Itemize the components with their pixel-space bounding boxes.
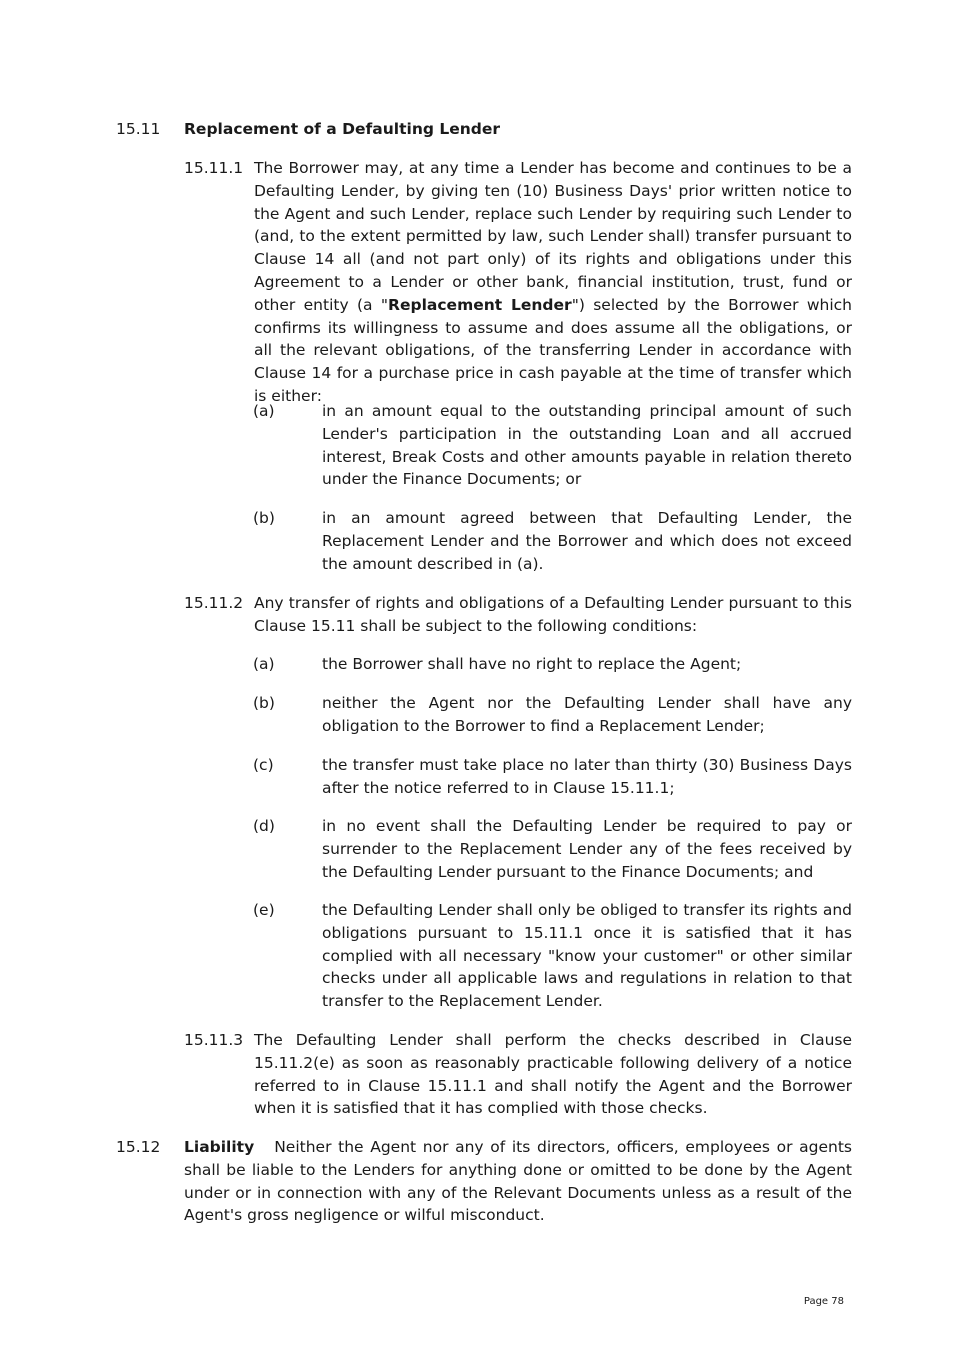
clause-15-12 [116, 1136, 852, 1227]
item-label: (d) [253, 817, 275, 835]
list-item [253, 899, 852, 1013]
clause-text: Liability Neither the Agent nor any of its directors, officers, employees or agents shall be liable to the Lenders for anything done or omitted to be done by the Agent under or in connection with any of the Relevant Documents unless as a result of the Agent's gross negligence or wilful misconduct. [184, 1138, 853, 1225]
subclause-number: 15.11.2 [184, 594, 244, 612]
defined-term: Replacement Lender [388, 295, 572, 314]
item-label: (a) [253, 655, 275, 673]
item-label: (a) [253, 402, 275, 420]
subclause-text: The Borrower may, at any time a Lender has become and continues to be a Defaulting Lender, by giving ten (10) Business Days' prior written notice to the Agent and such Lender, replace such Lender by requiring such Lender to (and, to the extent permitted by law, such Lender shall) transfer pursuant to Clause 14 all (and not part only) of its rights and obligations under this Agreement to a Lender or other bank, financial institution, trust, fund or other entity (a "Replacement Lender") selected by the Borrower which confirms its willingness to assume and does assume all the obligations, or all the relevant obligations, of the transferring Lender in accordance with Clause 14 for a purchase price in cash payable at the time of transfer which is either: [254, 159, 852, 405]
item-text: in an amount equal to the outstanding principal amount of such Lender's participation in the outstanding Loan and all accrued interest, Break Costs and other amounts payable in relation thereto under the Finance Documents; or [322, 402, 852, 489]
item-label: (b) [253, 694, 275, 712]
item-text: the Defaulting Lender shall only be obliged to transfer its rights and obligations pursuant to 15.11.1 once it is satisfied that it has complied with all necessary "know your customer" or other similar checks under all applicable laws and regulations in relation to that transfer to the Replacement Lender. [322, 901, 852, 1011]
list-item [253, 507, 852, 575]
subclause-text: Any transfer of rights and obligations of a Defaulting Lender pursuant to this Clause 15.11 shall be subject to the following conditions: [254, 594, 852, 635]
clause-number: 15.11 [116, 120, 161, 138]
subclause-text: The Defaulting Lender shall perform the checks described in Clause 15.11.2(e) as soon as reasonably practicable following delivery of a notice referred to in Clause 15.11.1 and shall notify the Agent and the Borrower when it is satisfied that it has complied with those checks. [254, 1031, 852, 1118]
list-item [253, 754, 852, 800]
item-text: neither the Agent nor the Defaulting Lender shall have any obligation to the Borrower to find a Replacement Lender; [322, 694, 852, 735]
item-text: the transfer must take place no later than thirty (30) Business Days after the notice referred to in Clause 15.11.1; [322, 756, 852, 797]
item-label: (c) [253, 756, 274, 774]
clause-heading: Replacement of a Defaulting Lender [184, 120, 501, 138]
subclause-15-11-1 [184, 157, 852, 408]
item-text: in an amount agreed between that Defaulting Lender, the Replacement Lender and the Borrower and which does not exceed the amount described in (a). [322, 509, 852, 573]
clause-heading: Liability [184, 1138, 255, 1156]
clause-15-11-heading-row [116, 118, 852, 141]
list-item [253, 653, 852, 676]
page-number: Page 78 [803, 1296, 844, 1307]
list-item [253, 692, 852, 738]
subclause-number: 15.11.1 [184, 159, 244, 177]
item-label: (e) [253, 901, 275, 919]
item-label: (b) [253, 509, 275, 527]
subclause-15-11-3 [184, 1029, 852, 1120]
list-item [253, 400, 852, 491]
clause-number: 15.12 [116, 1138, 161, 1156]
item-text: the Borrower shall have no right to replace the Agent; [322, 655, 742, 673]
list-item [253, 815, 852, 883]
subclause-number: 15.11.3 [184, 1031, 244, 1049]
subclause-15-11-2 [184, 592, 852, 638]
item-text: in no event shall the Defaulting Lender be required to pay or surrender to the Replacement Lender any of the fees received by the Defaulting Lender pursuant to the Finance Documents; and [322, 817, 852, 881]
